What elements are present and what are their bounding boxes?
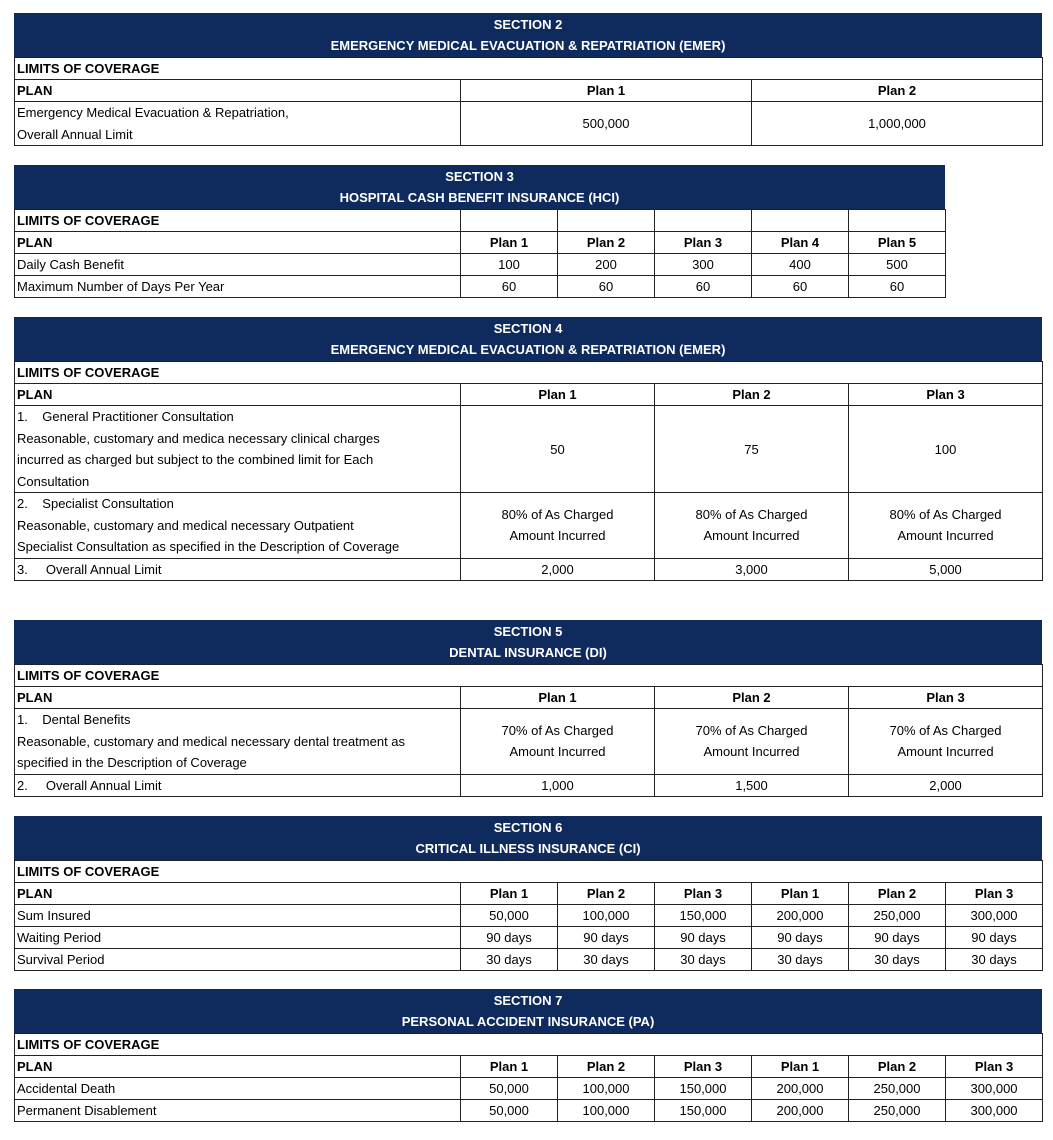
value-cell: 50,000 xyxy=(461,905,558,927)
value-cell: 90 days xyxy=(461,927,558,949)
value-line: 80% of As Charged xyxy=(889,506,1002,522)
value-cell: 3,000 xyxy=(655,558,849,580)
plan-header: Plan 3 xyxy=(849,384,1043,406)
section-6-title: SECTION 6 xyxy=(493,820,563,835)
limits-of-coverage-label: LIMITS OF COVERAGE xyxy=(15,210,461,232)
value-cell: 60 xyxy=(655,276,752,298)
value-cell: 5,000 xyxy=(849,558,1043,580)
section-7-table xyxy=(14,1033,1043,1122)
section-4-header xyxy=(14,317,1042,361)
limits-of-coverage-label: LIMITS OF COVERAGE xyxy=(15,861,1043,883)
value-cell: 250,000 xyxy=(849,905,946,927)
plan-header: Plan 1 xyxy=(461,80,752,102)
value-cell: 30 days xyxy=(849,949,946,971)
section-2-title: SECTION 2 xyxy=(493,17,563,32)
row-label: Permanent Disablement xyxy=(15,1100,461,1122)
value-cell: 1,000,000 xyxy=(752,102,1043,146)
plan-header: Plan 1 xyxy=(752,883,849,905)
row-label: Maximum Number of Days Per Year xyxy=(15,276,461,298)
section-5-header xyxy=(14,620,1042,664)
value-cell: 30 days xyxy=(558,949,655,971)
value-cell: 90 days xyxy=(655,927,752,949)
value-cell: 30 days xyxy=(752,949,849,971)
row-label: 2. Overall Annual Limit xyxy=(15,774,461,796)
value-cell xyxy=(461,493,655,559)
plan-header: Plan 1 xyxy=(461,232,558,254)
plan-header: Plan 2 xyxy=(558,232,655,254)
limits-of-coverage-label: LIMITS OF COVERAGE xyxy=(15,58,1043,80)
row-label-line: Emergency Medical Evacuation & Repatriation, xyxy=(17,105,289,120)
plan-header: Plan 2 xyxy=(849,883,946,905)
row-label: Survival Period xyxy=(15,949,461,971)
empty-cell xyxy=(558,210,655,232)
value-cell: 75 xyxy=(655,406,849,493)
row-label-line: 1. Dental Benefits xyxy=(17,712,131,727)
value-cell: 30 days xyxy=(461,949,558,971)
value-line: 80% of As Charged xyxy=(501,506,614,522)
value-line: Amount Incurred xyxy=(703,528,800,544)
plan-header: Plan 1 xyxy=(461,687,655,709)
section-3 xyxy=(14,165,945,298)
value-cell: 60 xyxy=(849,276,946,298)
row-label xyxy=(15,102,461,146)
row-label xyxy=(15,493,461,559)
row-label: Daily Cash Benefit xyxy=(15,254,461,276)
section-2-subtitle: EMERGENCY MEDICAL EVACUATION & REPATRIATION (EMER) xyxy=(330,38,726,53)
row-label-line: Reasonable, customary and medical necessary dental treatment as xyxy=(17,733,406,749)
plan-label: PLAN xyxy=(15,384,461,406)
value-cell: 150,000 xyxy=(655,1100,752,1122)
value-cell: 200 xyxy=(558,254,655,276)
row-label-line: Reasonable, customary and medica necessary clinical charges xyxy=(17,430,380,446)
row-label-line: Reasonable, customary and medical necessary Outpatient xyxy=(17,517,354,533)
section-6-header xyxy=(14,816,1042,860)
plan-header: Plan 3 xyxy=(655,883,752,905)
row-label-line: 1. General Practitioner Consultation xyxy=(17,409,234,424)
empty-cell xyxy=(849,210,946,232)
plan-header: Plan 3 xyxy=(946,1056,1043,1078)
value-cell: 200,000 xyxy=(752,1078,849,1100)
section-7-title: SECTION 7 xyxy=(493,993,563,1008)
section-2-table xyxy=(14,57,1043,146)
value-cell: 1,000 xyxy=(461,774,655,796)
row-label: Accidental Death xyxy=(15,1078,461,1100)
row-label-line: Specialist Consultation as specified in the Description of Coverage xyxy=(17,539,400,554)
row-label-line: incurred as charged but subject to the combined limit for Each xyxy=(17,452,374,467)
section-3-title: SECTION 3 xyxy=(445,169,514,184)
row-label-line: Consultation xyxy=(17,473,90,489)
section-6-subtitle: CRITICAL ILLNESS INSURANCE (CI) xyxy=(415,841,641,856)
row-label-line: Overall Annual Limit xyxy=(17,126,133,142)
row-label xyxy=(15,406,461,493)
value-line: 80% of As Charged xyxy=(695,506,808,522)
section-6-table xyxy=(14,860,1043,971)
value-cell: 60 xyxy=(752,276,849,298)
value-cell: 500,000 xyxy=(461,102,752,146)
section-5-subtitle: DENTAL INSURANCE (DI) xyxy=(449,645,607,660)
value-cell: 100 xyxy=(461,254,558,276)
value-cell: 30 days xyxy=(655,949,752,971)
value-cell: 2,000 xyxy=(461,558,655,580)
value-cell: 400 xyxy=(752,254,849,276)
value-cell: 150,000 xyxy=(655,1078,752,1100)
empty-cell xyxy=(655,210,752,232)
plan-header: Plan 2 xyxy=(752,80,1043,102)
section-5 xyxy=(14,620,1042,797)
empty-cell xyxy=(461,210,558,232)
section-2 xyxy=(14,13,1042,146)
plan-label: PLAN xyxy=(15,232,461,254)
plan-header: Plan 5 xyxy=(849,232,946,254)
value-cell xyxy=(655,709,849,775)
plan-header: Plan 2 xyxy=(655,384,849,406)
plan-header: Plan 1 xyxy=(461,1056,558,1078)
value-cell: 90 days xyxy=(752,927,849,949)
value-cell: 300,000 xyxy=(946,1078,1043,1100)
plan-header: Plan 1 xyxy=(752,1056,849,1078)
value-cell: 50,000 xyxy=(461,1100,558,1122)
value-line: Amount Incurred xyxy=(509,744,606,760)
value-cell: 50 xyxy=(461,406,655,493)
section-3-subtitle: HOSPITAL CASH BENEFIT INSURANCE (HCI) xyxy=(339,190,620,205)
value-cell xyxy=(849,493,1043,559)
plan-header: Plan 1 xyxy=(461,883,558,905)
value-cell xyxy=(461,709,655,775)
section-4-table xyxy=(14,361,1043,581)
section-7-header xyxy=(14,989,1042,1033)
row-label: 3. Overall Annual Limit xyxy=(15,558,461,580)
value-cell: 90 days xyxy=(849,927,946,949)
value-line: 70% of As Charged xyxy=(695,722,808,738)
value-cell: 50,000 xyxy=(461,1078,558,1100)
section-3-table xyxy=(14,209,946,298)
value-cell xyxy=(655,493,849,559)
plan-header: Plan 1 xyxy=(461,384,655,406)
row-label: Waiting Period xyxy=(15,927,461,949)
limits-of-coverage-label: LIMITS OF COVERAGE xyxy=(15,362,1043,384)
row-label: Sum Insured xyxy=(15,905,461,927)
value-cell: 100,000 xyxy=(558,905,655,927)
value-cell: 1,500 xyxy=(655,774,849,796)
plan-label: PLAN xyxy=(15,1056,461,1078)
value-line: 70% of As Charged xyxy=(501,722,614,738)
plan-label: PLAN xyxy=(15,80,461,102)
value-cell xyxy=(849,709,1043,775)
value-cell: 2,000 xyxy=(849,774,1043,796)
plan-label: PLAN xyxy=(15,687,461,709)
row-label-line: specified in the Description of Coverage xyxy=(17,755,247,770)
limits-of-coverage-label: LIMITS OF COVERAGE xyxy=(15,1034,1043,1056)
limits-of-coverage-label: LIMITS OF COVERAGE xyxy=(15,665,1043,687)
value-cell: 250,000 xyxy=(849,1100,946,1122)
plan-header: Plan 3 xyxy=(655,232,752,254)
plan-label: PLAN xyxy=(15,883,461,905)
value-line: 70% of As Charged xyxy=(889,722,1002,738)
section-4-subtitle: EMERGENCY MEDICAL EVACUATION & REPATRIATION (EMER) xyxy=(330,342,726,357)
plan-header: Plan 3 xyxy=(946,883,1043,905)
value-cell: 60 xyxy=(558,276,655,298)
plan-header: Plan 2 xyxy=(558,1056,655,1078)
section-6 xyxy=(14,816,1042,971)
value-cell: 90 days xyxy=(558,927,655,949)
row-label-line: 2. Specialist Consultation xyxy=(17,496,174,511)
empty-cell xyxy=(752,210,849,232)
section-5-table xyxy=(14,664,1043,797)
value-cell: 100,000 xyxy=(558,1078,655,1100)
value-cell: 100,000 xyxy=(558,1100,655,1122)
value-line: Amount Incurred xyxy=(703,744,800,760)
plan-header: Plan 3 xyxy=(655,1056,752,1078)
value-line: Amount Incurred xyxy=(509,528,606,544)
plan-header: Plan 2 xyxy=(558,883,655,905)
section-4-title: SECTION 4 xyxy=(493,321,563,336)
section-2-header xyxy=(14,13,1042,57)
value-line: Amount Incurred xyxy=(897,744,994,760)
row-label xyxy=(15,709,461,775)
section-5-title: SECTION 5 xyxy=(493,624,563,639)
value-cell: 90 days xyxy=(946,927,1043,949)
value-cell: 200,000 xyxy=(752,905,849,927)
value-cell: 300 xyxy=(655,254,752,276)
value-cell: 100 xyxy=(849,406,1043,493)
value-line: Amount Incurred xyxy=(897,528,994,544)
section-7-subtitle: PERSONAL ACCIDENT INSURANCE (PA) xyxy=(401,1014,655,1029)
plan-header: Plan 4 xyxy=(752,232,849,254)
section-7 xyxy=(14,989,1042,1122)
section-3-header xyxy=(14,165,945,209)
plan-header: Plan 2 xyxy=(849,1056,946,1078)
value-cell: 250,000 xyxy=(849,1078,946,1100)
value-cell: 150,000 xyxy=(655,905,752,927)
value-cell: 30 days xyxy=(946,949,1043,971)
value-cell: 300,000 xyxy=(946,1100,1043,1122)
value-cell: 300,000 xyxy=(946,905,1043,927)
section-4 xyxy=(14,317,1042,581)
plan-header: Plan 3 xyxy=(849,687,1043,709)
value-cell: 500 xyxy=(849,254,946,276)
value-cell: 200,000 xyxy=(752,1100,849,1122)
value-cell: 60 xyxy=(461,276,558,298)
plan-header: Plan 2 xyxy=(655,687,849,709)
